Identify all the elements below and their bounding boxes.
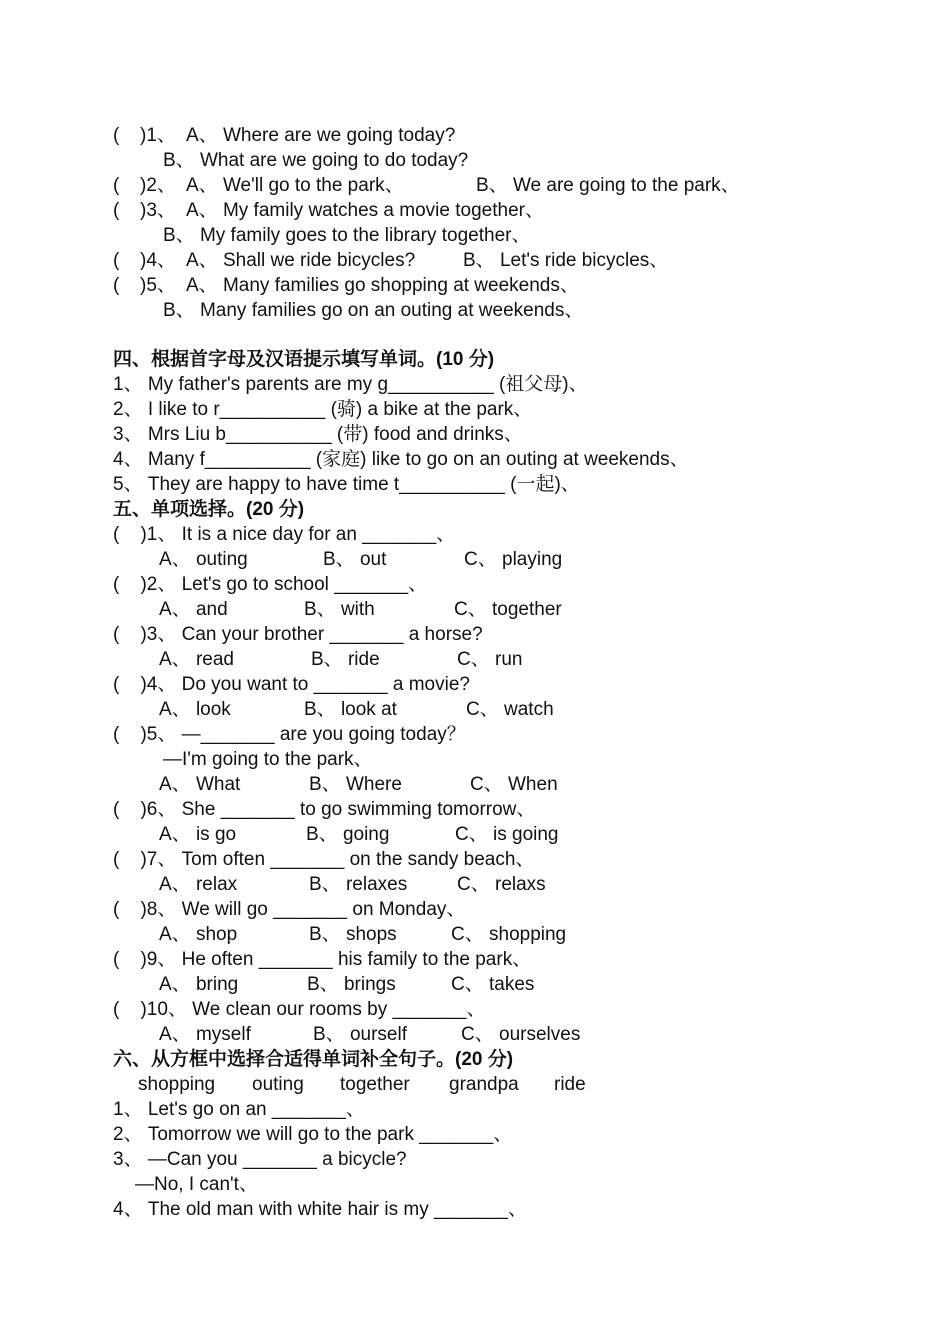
option-b: B、 look at	[304, 699, 397, 720]
answer-paren: (	[113, 200, 120, 221]
option-c: C、 playing	[464, 549, 563, 570]
p3-q4-line	[113, 248, 669, 273]
option-a: A、 Where are we going today?	[186, 125, 456, 146]
option-c: C、 shopping	[451, 924, 567, 945]
p3-q5-line-b	[113, 298, 584, 323]
p5-q6-options	[113, 822, 559, 847]
option-a: A、 read	[159, 649, 234, 670]
answer-paren: (	[113, 250, 120, 271]
p5-q10-options	[113, 1022, 581, 1047]
p5-q1-stem: ( )1、 It is a nice day for an _______、	[113, 524, 456, 545]
answer-paren: (	[113, 275, 120, 296]
option-a: A、 bring	[159, 974, 239, 995]
option-b: B、 My family goes to the library together、	[163, 225, 531, 246]
option-b: B、 with	[304, 599, 375, 620]
option-a: A、 My family watches a movie together、	[186, 200, 544, 221]
p5-q8-options	[113, 922, 567, 947]
option-a: A、 myself	[159, 1024, 251, 1045]
p5-q2-stem: ( )2、 Let's go to school _______、	[113, 574, 428, 595]
p5-q6-stem: ( )6、 She _______ to go swimming tomorrow、	[113, 799, 536, 820]
option-b: B、 out	[323, 549, 387, 570]
p6-item-4: 4、 The old man with white hair is my _______、	[113, 1199, 527, 1220]
p4-item-5: 5、 They are happy to have time t__________ (一起)、	[113, 474, 580, 495]
option-a: A、 outing	[159, 549, 248, 570]
word-bank-item: shopping	[138, 1074, 216, 1095]
option-b: B、 Many families go on an outing at weekends、	[163, 300, 584, 321]
p3-q2-line	[113, 173, 740, 198]
question-number: )5、	[140, 275, 176, 296]
word-bank-item: outing	[252, 1074, 304, 1095]
p5-q5-extra	[113, 747, 373, 772]
option-a: A、 look	[159, 699, 231, 720]
p5-q9-stem: ( )9、 He often _______ his family to the park、	[113, 949, 532, 970]
p6-item-2: 2、 Tomorrow we will go to the park _______、	[113, 1124, 513, 1145]
option-a: A、 and	[159, 599, 228, 620]
p5-q4-stem: ( )4、 Do you want to _______ a movie?	[113, 674, 470, 695]
word-bank-item: together	[340, 1074, 410, 1095]
option-a: A、 shop	[159, 924, 238, 945]
p5-q3-stem: ( )3、 Can your brother _______ a horse?	[113, 624, 483, 645]
p6-item-3-reply	[113, 1172, 258, 1197]
option-b: B、 shops	[309, 924, 397, 945]
p3-q1-line-b	[113, 148, 469, 173]
section-heading-part5: 五、单项选择。(20 分)	[113, 499, 305, 520]
option-a: A、 Shall we ride bicycles?	[186, 250, 416, 271]
option-a: A、 What	[159, 774, 241, 795]
p5-q2-options	[113, 597, 562, 622]
section-heading-part4: 四、根据首字母及汉语提示填写单词。(10 分)	[113, 349, 495, 370]
answer-paren: (	[113, 125, 120, 146]
p4-item-2: 2、 I like to r__________ (骑) a bike at the park、	[113, 399, 533, 420]
p4-item-4: 4、 Many f__________ (家庭) like to go on an outing at weekends、	[113, 449, 689, 470]
option-c: C、 relaxs	[457, 874, 546, 895]
p6-item-1: 1、 Let's go on an _______、	[113, 1099, 365, 1120]
question-number: )1、	[140, 125, 176, 146]
p4-item-3: 3、 Mrs Liu b__________ (带) food and drinks、	[113, 424, 523, 445]
p5-q8-stem: ( )8、 We will go _______ on Monday、	[113, 899, 466, 920]
question-number: )2、	[140, 175, 176, 196]
option-b: B、 going	[306, 824, 390, 845]
answer-paren: (	[113, 175, 120, 196]
option-b: B、 We are going to the park、	[476, 175, 740, 196]
section-heading-part6: 六、从方框中选择合适得单词补全句子。(20 分)	[113, 1049, 514, 1070]
p6-item-3: 3、 —Can you _______ a bicycle?	[113, 1149, 407, 1170]
p5-q3-options	[113, 647, 523, 672]
question-number: )4、	[140, 250, 176, 271]
p5-q5-stem: ( )5、 —_______ are you going today？	[113, 724, 466, 745]
p4-item-1: 1、 My father's parents are my g__________ (祖父母)、	[113, 374, 588, 395]
p3-q3-line-b	[113, 223, 531, 248]
option-b: B、 ourself	[313, 1024, 407, 1045]
word-bank	[113, 1072, 586, 1097]
p5-q10-stem: ( )10、 We clean our rooms by _______、	[113, 999, 486, 1020]
p5-q4-options	[113, 697, 554, 722]
option-a: A、 relax	[159, 874, 238, 895]
p3-q5-line-a	[113, 273, 579, 298]
p5-q1-options	[113, 547, 563, 572]
question-number: )3、	[140, 200, 176, 221]
option-a: A、 We'll go to the park、	[186, 175, 404, 196]
word-bank-item: ride	[554, 1074, 586, 1095]
dialogue-reply: —I'm going to the park、	[163, 749, 373, 770]
option-c: C、 ourselves	[461, 1024, 581, 1045]
option-c: C、 When	[470, 774, 558, 795]
p5-q9-options	[113, 972, 535, 997]
option-b: B、 What are we going to do today?	[163, 150, 469, 171]
option-a: A、 Many families go shopping at weekends、	[186, 275, 579, 296]
option-c: C、 run	[457, 649, 523, 670]
option-a: A、 is go	[159, 824, 237, 845]
option-b: B、 ride	[311, 649, 380, 670]
p3-q3-line-a	[113, 198, 544, 223]
p5-q7-options	[113, 872, 546, 897]
p5-q7-stem: ( )7、 Tom often _______ on the sandy beach、	[113, 849, 535, 870]
p3-q1-line-a	[113, 123, 456, 148]
option-b: B、 Where	[309, 774, 402, 795]
option-c: C、 together	[454, 599, 562, 620]
option-c: C、 is going	[455, 824, 559, 845]
dialogue-reply: —No, I can't、	[135, 1174, 258, 1195]
p5-q5-options	[113, 772, 558, 797]
option-b: B、 Let's ride bicycles、	[463, 250, 669, 271]
option-c: C、 watch	[466, 699, 554, 720]
option-c: C、 takes	[451, 974, 535, 995]
word-bank-item: grandpa	[449, 1074, 519, 1095]
option-b: B、 brings	[307, 974, 396, 995]
option-b: B、 relaxes	[309, 874, 408, 895]
